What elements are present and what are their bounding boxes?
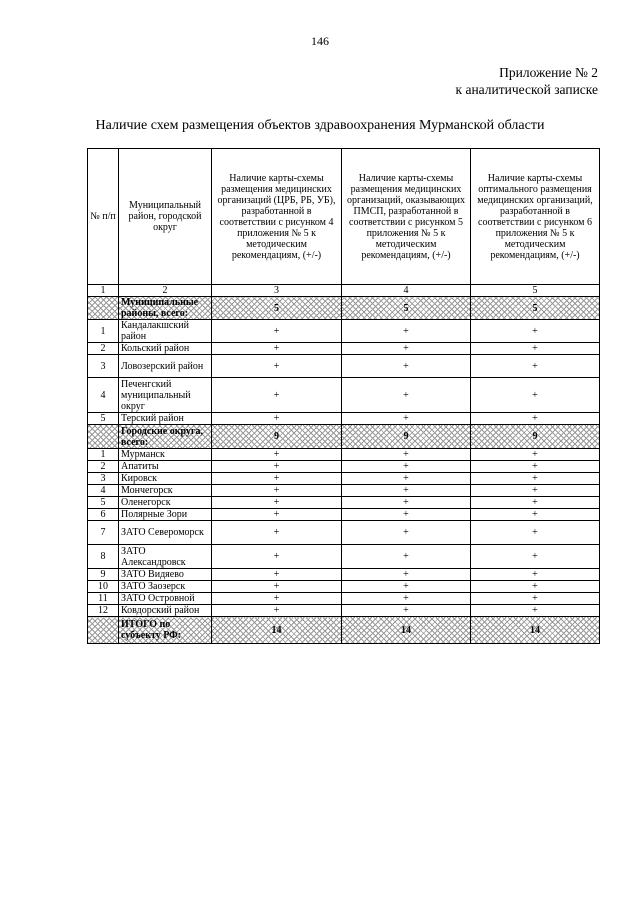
row-number: 2 [88, 343, 119, 355]
total-value: 5 [342, 297, 471, 320]
col-number: 5 [471, 285, 600, 297]
row-value: + [342, 449, 471, 461]
row-value: + [212, 605, 342, 617]
row-value: + [212, 509, 342, 521]
row-name: Кандалакшский район [119, 320, 212, 343]
row-value: + [212, 413, 342, 425]
total-label: ИТОГО по субъекту РФ: [119, 617, 212, 644]
row-value: + [471, 320, 600, 343]
col-number: 1 [88, 285, 119, 297]
row-name: Мончегорск [119, 485, 212, 497]
row-name: Ловозерский район [119, 355, 212, 378]
row-value: + [342, 569, 471, 581]
table-row [88, 413, 600, 425]
row-name: Апатиты [119, 461, 212, 473]
total-num-cell [88, 297, 119, 320]
row-value: + [212, 521, 342, 545]
row-value: + [212, 581, 342, 593]
header-district: Муниципальный район, городской округ [119, 149, 212, 285]
row-value: + [342, 320, 471, 343]
municipal-total-row [88, 297, 600, 320]
total-num-cell [88, 617, 119, 644]
row-value: + [212, 320, 342, 343]
row-value: + [471, 473, 600, 485]
row-name: Кировск [119, 473, 212, 485]
row-value: + [471, 343, 600, 355]
row-value: + [471, 485, 600, 497]
total-value: 5 [212, 297, 342, 320]
row-value: + [342, 509, 471, 521]
row-value: + [471, 413, 600, 425]
row-number: 10 [88, 581, 119, 593]
table-row [88, 605, 600, 617]
column-number-row [88, 285, 600, 297]
row-value: + [212, 593, 342, 605]
row-name: Печенгский муниципальный округ [119, 378, 212, 413]
total-value: 14 [471, 617, 600, 644]
row-value: + [471, 355, 600, 378]
header-col5: Наличие карты-схемы оптимального размещения медицинских организаций, разработанной в соответствии с рисунком 6 приложения № 5 к методическим рекомендациям, (+/-) [471, 149, 600, 285]
table-row [88, 545, 600, 569]
table-row [88, 593, 600, 605]
row-name: Оленегорск [119, 497, 212, 509]
row-value: + [342, 521, 471, 545]
header-col4: Наличие карты-схемы размещения медицинских организаций, оказывающих ПМСП, разработанной в соответствии с рисунком 5 приложения № 5 к методическим рекомендациям, (+/-) [342, 149, 471, 285]
row-value: + [342, 605, 471, 617]
row-value: + [342, 343, 471, 355]
row-value: + [212, 545, 342, 569]
row-value: + [471, 593, 600, 605]
row-number: 12 [88, 605, 119, 617]
row-value: + [212, 343, 342, 355]
row-value: + [212, 485, 342, 497]
table-row [88, 569, 600, 581]
total-label: Городские округа, всего: [119, 425, 212, 449]
appendix-line-2: к аналитической записке [455, 82, 598, 97]
total-value: 9 [212, 425, 342, 449]
row-name: Ковдорский район [119, 605, 212, 617]
row-value: + [212, 473, 342, 485]
row-number: 4 [88, 378, 119, 413]
row-name: Кольский район [119, 343, 212, 355]
row-value: + [471, 569, 600, 581]
row-value: + [342, 485, 471, 497]
row-number: 9 [88, 569, 119, 581]
header-num: № п/п [88, 149, 119, 285]
col-number: 4 [342, 285, 471, 297]
row-number: 6 [88, 509, 119, 521]
col-number: 3 [212, 285, 342, 297]
row-number: 7 [88, 521, 119, 545]
row-value: + [212, 378, 342, 413]
row-name: ЗАТО Александровск [119, 545, 212, 569]
row-value: + [342, 461, 471, 473]
row-value: + [471, 378, 600, 413]
total-value: 9 [471, 425, 600, 449]
total-value: 5 [471, 297, 600, 320]
row-number: 4 [88, 485, 119, 497]
row-value: + [471, 497, 600, 509]
row-value: + [471, 521, 600, 545]
row-value: + [342, 593, 471, 605]
row-value: + [212, 497, 342, 509]
row-value: + [471, 581, 600, 593]
row-value: + [471, 461, 600, 473]
row-value: + [342, 581, 471, 593]
row-number: 3 [88, 355, 119, 378]
row-number: 8 [88, 545, 119, 569]
row-number: 5 [88, 413, 119, 425]
total-label: Муниципальные районы, всего: [119, 297, 212, 320]
row-value: + [471, 449, 600, 461]
table-row [88, 497, 600, 509]
row-value: + [471, 509, 600, 521]
appendix-header [456, 64, 598, 98]
row-number: 3 [88, 473, 119, 485]
row-value: + [342, 413, 471, 425]
grand-total-row [88, 617, 600, 644]
row-name: Полярные Зори [119, 509, 212, 521]
row-number: 5 [88, 497, 119, 509]
table-header-row [88, 149, 600, 285]
row-value: + [471, 605, 600, 617]
total-value: 9 [342, 425, 471, 449]
row-value: + [212, 449, 342, 461]
row-number: 11 [88, 593, 119, 605]
total-value: 14 [342, 617, 471, 644]
document-title: Наличие схем размещения объектов здравоохранения Мурманской области [95, 118, 545, 133]
row-name: Мурманск [119, 449, 212, 461]
row-value: + [212, 461, 342, 473]
city-total-row [88, 425, 600, 449]
row-value: + [342, 497, 471, 509]
row-number: 2 [88, 461, 119, 473]
total-value: 14 [212, 617, 342, 644]
table-row [88, 320, 600, 343]
table-row [88, 378, 600, 413]
table-row [88, 343, 600, 355]
table-row [88, 509, 600, 521]
table-row [88, 581, 600, 593]
table-row [88, 461, 600, 473]
appendix-line-1: Приложение № 2 [499, 65, 598, 80]
row-name: ЗАТО Островной [119, 593, 212, 605]
row-value: + [342, 355, 471, 378]
table-row [88, 521, 600, 545]
row-value: + [212, 569, 342, 581]
row-value: + [342, 473, 471, 485]
table-row [88, 485, 600, 497]
total-num-cell [88, 425, 119, 449]
row-value: + [471, 545, 600, 569]
col-number: 2 [119, 285, 212, 297]
row-name: ЗАТО Видяево [119, 569, 212, 581]
table-row [88, 355, 600, 378]
row-value: + [342, 378, 471, 413]
page-number: 146 [311, 34, 329, 48]
row-name: Терский район [119, 413, 212, 425]
row-value: + [342, 545, 471, 569]
row-number: 1 [88, 449, 119, 461]
table-row [88, 473, 600, 485]
row-number: 1 [88, 320, 119, 343]
healthcare-schemes-table [87, 148, 600, 644]
row-name: ЗАТО Заозерск [119, 581, 212, 593]
row-value: + [212, 355, 342, 378]
row-name: ЗАТО Североморск [119, 521, 212, 545]
header-col3: Наличие карты-схемы размещения медицинских организаций (ЦРБ, РБ, УБ), разработанной в соответствии с рисунком 4 приложения № 5 к методическим рекомендациям, (+/-) [212, 149, 342, 285]
table-row [88, 449, 600, 461]
